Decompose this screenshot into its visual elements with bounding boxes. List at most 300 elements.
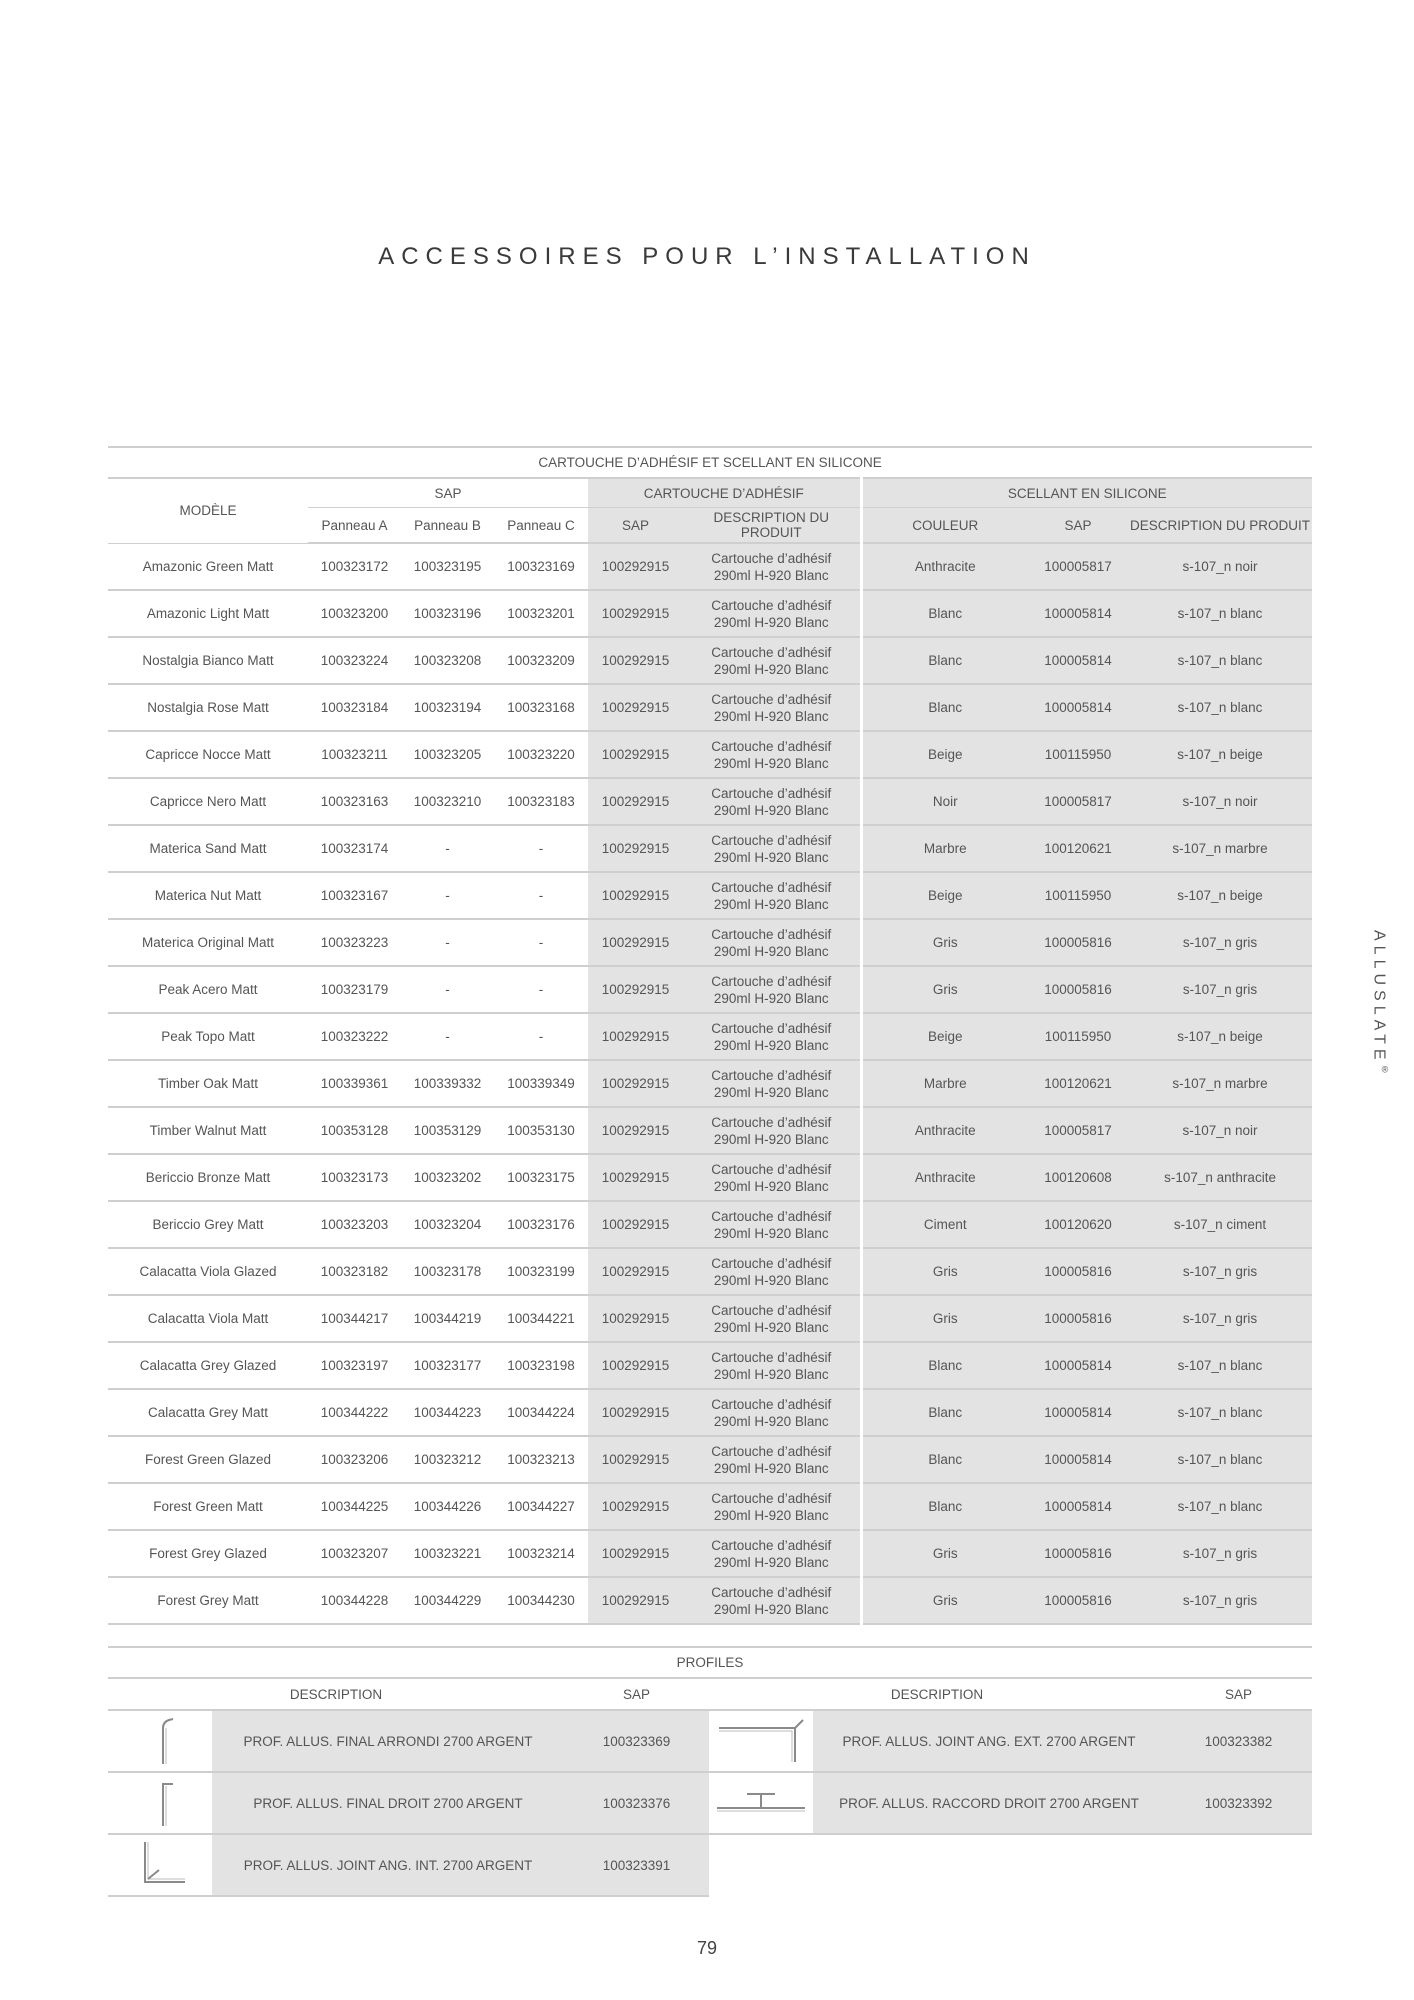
- panel-a-sap-cell: 100323182: [308, 1248, 401, 1295]
- profile-description-cell: PROF. ALLUS. JOINT ANG. EXT. 2700 ARGENT: [813, 1710, 1165, 1772]
- cartridge-description-line-1: Cartouche d’adhésif: [711, 1396, 832, 1412]
- cartridge-sap-cell: 100292915: [588, 966, 683, 1013]
- sealant-color-cell: Marbre: [861, 825, 1028, 872]
- joint-ang-ext-profile-icon: [709, 1714, 813, 1769]
- sealant-description-cell: s-107_n beige: [1128, 872, 1312, 919]
- profile-row: [108, 1710, 1312, 1772]
- table-row: [108, 543, 1312, 590]
- cartridge-description-line-2: 290ml H-920 Blanc: [713, 849, 829, 865]
- cartridge-description-line-2: 290ml H-920 Blanc: [713, 1413, 829, 1429]
- panel-b-sap-cell: 100323204: [401, 1201, 494, 1248]
- panel-a-sap-cell: 100323211: [308, 731, 401, 778]
- table-row: [108, 590, 1312, 637]
- panel-b-sap-cell: 100353129: [401, 1107, 494, 1154]
- panel-a-sap-cell: 100323203: [308, 1201, 401, 1248]
- cartridge-description-line-1: Cartouche d’adhésif: [711, 1067, 832, 1083]
- sealant-description-cell: s-107_n gris: [1128, 1248, 1312, 1295]
- sealant-sap-cell: 100005814: [1028, 1342, 1128, 1389]
- sealant-description-cell: s-107_n blanc: [1128, 1389, 1312, 1436]
- sealant-description-cell: s-107_n gris: [1128, 966, 1312, 1013]
- sealant-description-cell: s-107_n blanc: [1128, 1483, 1312, 1530]
- profile-icon-cell: [108, 1834, 212, 1896]
- cartridge-description-line-2: 290ml H-920 Blanc: [713, 614, 829, 630]
- header-cartridge-group: CARTOUCHE D’ADHÉSIF: [588, 478, 861, 508]
- cartridge-sap-cell: 100292915: [588, 731, 683, 778]
- profiles-header-description-left: DESCRIPTION: [108, 1678, 564, 1710]
- header-cartridge-description: DESCRIPTION DU PRODUIT: [683, 508, 861, 544]
- panel-a-sap-cell: 100323173: [308, 1154, 401, 1201]
- table-row: [108, 731, 1312, 778]
- profile-sap-cell: 100323369: [564, 1710, 709, 1772]
- panel-b-sap-cell: 100344226: [401, 1483, 494, 1530]
- cartridge-description-cell: [683, 1060, 861, 1107]
- cartridge-description-cell: [683, 1436, 861, 1483]
- sealant-sap-cell: 100005817: [1028, 778, 1128, 825]
- table-row: [108, 1483, 1312, 1530]
- panel-c-sap-cell: -: [494, 872, 588, 919]
- cartridge-description-cell: [683, 1389, 861, 1436]
- model-cell: Amazonic Light Matt: [108, 590, 308, 637]
- panel-a-sap-cell: 100323179: [308, 966, 401, 1013]
- model-cell: Calacatta Grey Glazed: [108, 1342, 308, 1389]
- model-cell: Forest Green Matt: [108, 1483, 308, 1530]
- header-sealant-description: DESCRIPTION DU PRODUIT: [1128, 508, 1312, 544]
- model-cell: Forest Grey Matt: [108, 1577, 308, 1624]
- header-panel-b: Panneau B: [401, 508, 494, 544]
- sealant-sap-cell: 100005816: [1028, 1530, 1128, 1577]
- cartridge-sap-cell: 100292915: [588, 1389, 683, 1436]
- model-cell: Peak Topo Matt: [108, 1013, 308, 1060]
- sealant-color-cell: Gris: [861, 1295, 1028, 1342]
- sealant-sap-cell: 100120621: [1028, 1060, 1128, 1107]
- panel-c-sap-cell: 100353130: [494, 1107, 588, 1154]
- panel-b-sap-cell: -: [401, 1013, 494, 1060]
- cartridge-sap-cell: 100292915: [588, 1342, 683, 1389]
- profile-sap-cell: 100323382: [1165, 1710, 1312, 1772]
- panel-a-sap-cell: 100323197: [308, 1342, 401, 1389]
- sealant-color-cell: Anthracite: [861, 1154, 1028, 1201]
- sealant-color-cell: Anthracite: [861, 543, 1028, 590]
- cartridge-description-cell: [683, 919, 861, 966]
- panel-b-sap-cell: 100323208: [401, 637, 494, 684]
- panel-a-sap-cell: 100339361: [308, 1060, 401, 1107]
- header-sealant-sap: SAP: [1028, 508, 1128, 544]
- sealant-description-cell: s-107_n noir: [1128, 1107, 1312, 1154]
- cartridge-sap-cell: 100292915: [588, 1013, 683, 1060]
- cartridge-description-line-2: 290ml H-920 Blanc: [713, 802, 829, 818]
- cartridge-description-line-2: 290ml H-920 Blanc: [713, 1460, 829, 1476]
- sealant-description-cell: s-107_n blanc: [1128, 1436, 1312, 1483]
- cartridge-description-line-1: Cartouche d’adhésif: [711, 644, 832, 660]
- panel-c-sap-cell: -: [494, 825, 588, 872]
- profiles-header-sap-right: SAP: [1165, 1678, 1312, 1710]
- cartridge-description-line-2: 290ml H-920 Blanc: [713, 1131, 829, 1147]
- final-droit-profile-icon: [108, 1776, 212, 1831]
- panel-a-sap-cell: 100323163: [308, 778, 401, 825]
- panel-b-sap-cell: 100323202: [401, 1154, 494, 1201]
- sealant-color-cell: Blanc: [861, 1483, 1028, 1530]
- cartridge-sap-cell: 100292915: [588, 1201, 683, 1248]
- sealant-sap-cell: 100005814: [1028, 1436, 1128, 1483]
- panel-b-sap-cell: 100323195: [401, 543, 494, 590]
- table-row: [108, 1436, 1312, 1483]
- panel-b-sap-cell: 100323210: [401, 778, 494, 825]
- cartridge-description-line-1: Cartouche d’adhésif: [711, 597, 832, 613]
- sealant-sap-cell: 100005814: [1028, 637, 1128, 684]
- cartridge-description-cell: [683, 1577, 861, 1624]
- cartridge-description-line-1: Cartouche d’adhésif: [711, 1443, 832, 1459]
- cartridge-description-cell: [683, 590, 861, 637]
- table-row: [108, 684, 1312, 731]
- panel-a-sap-cell: 100344222: [308, 1389, 401, 1436]
- sealant-color-cell: Gris: [861, 1530, 1028, 1577]
- table-row: [108, 1389, 1312, 1436]
- profile-row: [108, 1772, 1312, 1834]
- cartridge-description-line-1: Cartouche d’adhésif: [711, 1537, 832, 1553]
- model-cell: Materica Nut Matt: [108, 872, 308, 919]
- table-row: [108, 1342, 1312, 1389]
- sealant-color-cell: Ciment: [861, 1201, 1028, 1248]
- panel-c-sap-cell: 100323168: [494, 684, 588, 731]
- table-row: [108, 1107, 1312, 1154]
- cartridge-description-cell: [683, 1154, 861, 1201]
- joint-ang-int-profile-icon: [108, 1838, 212, 1893]
- sealant-color-cell: Marbre: [861, 1060, 1028, 1107]
- sealant-color-cell: Beige: [861, 1013, 1028, 1060]
- panel-c-sap-cell: -: [494, 1013, 588, 1060]
- panel-b-sap-cell: 100323177: [401, 1342, 494, 1389]
- panel-c-sap-cell: 100323199: [494, 1248, 588, 1295]
- header-panel-c: Panneau C: [494, 508, 588, 544]
- sealant-description-cell: s-107_n anthracite: [1128, 1154, 1312, 1201]
- cartridge-description-line-1: Cartouche d’adhésif: [711, 785, 832, 801]
- cartridge-description-line-2: 290ml H-920 Blanc: [713, 708, 829, 724]
- cartridge-description-line-2: 290ml H-920 Blanc: [713, 1084, 829, 1100]
- cartridge-description-line-1: Cartouche d’adhésif: [711, 1302, 832, 1318]
- cartridge-description-line-1: Cartouche d’adhésif: [711, 1161, 832, 1177]
- panel-b-sap-cell: 100344229: [401, 1577, 494, 1624]
- panel-b-sap-cell: 100344223: [401, 1389, 494, 1436]
- panel-c-sap-cell: 100323213: [494, 1436, 588, 1483]
- panel-c-sap-cell: 100323198: [494, 1342, 588, 1389]
- model-cell: Nostalgia Rose Matt: [108, 684, 308, 731]
- table-row: [108, 825, 1312, 872]
- header-model: MODÈLE: [108, 478, 308, 543]
- panel-c-sap-cell: -: [494, 919, 588, 966]
- cartridge-sap-cell: 100292915: [588, 637, 683, 684]
- sealant-color-cell: Blanc: [861, 590, 1028, 637]
- panel-c-sap-cell: 100323176: [494, 1201, 588, 1248]
- table-row: [108, 1013, 1312, 1060]
- profile-description-cell: PROF. ALLUS. RACCORD DROIT 2700 ARGENT: [813, 1772, 1165, 1834]
- sealant-sap-cell: 100005814: [1028, 590, 1128, 637]
- raccord-droit-profile-icon: [709, 1776, 813, 1831]
- cartridge-description-line-2: 290ml H-920 Blanc: [713, 896, 829, 912]
- cartridge-description-cell: [683, 1530, 861, 1577]
- cartridge-description-cell: [683, 1483, 861, 1530]
- sealant-description-cell: s-107_n noir: [1128, 543, 1312, 590]
- cartridge-sap-cell: 100292915: [588, 872, 683, 919]
- panel-a-sap-cell: 100323184: [308, 684, 401, 731]
- cartridge-description-line-1: Cartouche d’adhésif: [711, 1584, 832, 1600]
- sealant-sap-cell: 100120620: [1028, 1201, 1128, 1248]
- header-cartridge-sap: SAP: [588, 508, 683, 544]
- cartridge-description-line-1: Cartouche d’adhésif: [711, 1490, 832, 1506]
- panel-a-sap-cell: 100323172: [308, 543, 401, 590]
- cartridge-sap-cell: 100292915: [588, 778, 683, 825]
- empty-cell: [709, 1834, 813, 1896]
- model-cell: Bericcio Grey Matt: [108, 1201, 308, 1248]
- brand-vertical-label: [1350, 930, 1390, 1075]
- sealant-description-cell: s-107_n gris: [1128, 1295, 1312, 1342]
- table-row: [108, 919, 1312, 966]
- sealant-color-cell: Blanc: [861, 1436, 1028, 1483]
- sealant-description-cell: s-107_n blanc: [1128, 637, 1312, 684]
- profile-sap-cell: 100323376: [564, 1772, 709, 1834]
- cartridge-description-line-1: Cartouche d’adhésif: [711, 691, 832, 707]
- panel-c-sap-cell: 100344230: [494, 1577, 588, 1624]
- page-number: 79: [696, 1938, 718, 1958]
- panel-b-sap-cell: 100323178: [401, 1248, 494, 1295]
- table-row: [108, 1060, 1312, 1107]
- table-row: [108, 1248, 1312, 1295]
- sealant-color-cell: Gris: [861, 966, 1028, 1013]
- sealant-sap-cell: 100115950: [1028, 872, 1128, 919]
- panel-b-sap-cell: 100323221: [401, 1530, 494, 1577]
- table-row: [108, 1295, 1312, 1342]
- panel-a-sap-cell: 100323207: [308, 1530, 401, 1577]
- page-title: ACCESSOIRES POUR L’INSTALLATION: [378, 243, 1036, 270]
- cartridge-description-line-1: Cartouche d’adhésif: [711, 1208, 832, 1224]
- panel-b-sap-cell: 100323212: [401, 1436, 494, 1483]
- sealant-sap-cell: 100005814: [1028, 1483, 1128, 1530]
- sealant-description-cell: s-107_n blanc: [1128, 1342, 1312, 1389]
- sealant-sap-cell: 100005816: [1028, 1577, 1128, 1624]
- cartridge-description-cell: [683, 1295, 861, 1342]
- cartridge-sap-cell: 100292915: [588, 590, 683, 637]
- cartridge-description-line-1: Cartouche d’adhésif: [711, 1349, 832, 1365]
- cartridge-description-line-1: Cartouche d’adhésif: [711, 832, 832, 848]
- table-row: [108, 778, 1312, 825]
- table-row: [108, 637, 1312, 684]
- cartridge-description-line-2: 290ml H-920 Blanc: [713, 755, 829, 771]
- cartridge-description-line-1: Cartouche d’adhésif: [711, 926, 832, 942]
- panel-a-sap-cell: 100323224: [308, 637, 401, 684]
- panel-c-sap-cell: 100323220: [494, 731, 588, 778]
- table-row: [108, 872, 1312, 919]
- sealant-description-cell: s-107_n beige: [1128, 1013, 1312, 1060]
- sealant-description-cell: s-107_n noir: [1128, 778, 1312, 825]
- profile-sap-cell: 100323391: [564, 1834, 709, 1896]
- cartridge-sap-cell: 100292915: [588, 919, 683, 966]
- profile-icon-cell: [709, 1772, 813, 1834]
- table-row: [108, 1154, 1312, 1201]
- panel-a-sap-cell: 100323174: [308, 825, 401, 872]
- cartridge-description-line-1: Cartouche d’adhésif: [711, 879, 832, 895]
- panel-c-sap-cell: 100323201: [494, 590, 588, 637]
- cartridge-description-cell: [683, 1342, 861, 1389]
- cartridge-sap-cell: 100292915: [588, 1060, 683, 1107]
- model-cell: Calacatta Viola Matt: [108, 1295, 308, 1342]
- cartridge-sap-cell: 100292915: [588, 1248, 683, 1295]
- profiles-header-sap-left: SAP: [564, 1678, 709, 1710]
- panel-b-sap-cell: -: [401, 872, 494, 919]
- header-sealant-color: COULEUR: [861, 508, 1028, 544]
- model-cell: Peak Acero Matt: [108, 966, 308, 1013]
- empty-cell: [1165, 1834, 1312, 1896]
- panel-a-sap-cell: 100323206: [308, 1436, 401, 1483]
- cartridge-description-cell: [683, 1013, 861, 1060]
- panel-a-sap-cell: 100344225: [308, 1483, 401, 1530]
- cartridge-description-cell: [683, 778, 861, 825]
- profiles-header-description-right: DESCRIPTION: [709, 1678, 1165, 1710]
- cartridge-description-line-2: 290ml H-920 Blanc: [713, 1272, 829, 1288]
- brand-name: ALLUSLATE: [1370, 930, 1388, 1065]
- cartridge-description-line-2: 290ml H-920 Blanc: [713, 1178, 829, 1194]
- cartridge-sap-cell: 100292915: [588, 1577, 683, 1624]
- final-arrondi-profile-icon: [108, 1714, 212, 1769]
- panel-a-sap-cell: 100344228: [308, 1577, 401, 1624]
- model-cell: Calacatta Viola Glazed: [108, 1248, 308, 1295]
- cartridge-description-line-2: 290ml H-920 Blanc: [713, 1319, 829, 1335]
- panel-a-sap-cell: 100344217: [308, 1295, 401, 1342]
- panel-b-sap-cell: 100339332: [401, 1060, 494, 1107]
- cartridge-description-line-2: 290ml H-920 Blanc: [713, 1507, 829, 1523]
- table-row: [108, 966, 1312, 1013]
- profiles-table-body: [108, 1710, 1312, 1896]
- panel-a-sap-cell: 100323167: [308, 872, 401, 919]
- cartridge-sap-cell: 100292915: [588, 543, 683, 590]
- sealant-color-cell: Beige: [861, 731, 1028, 778]
- panel-a-sap-cell: 100323223: [308, 919, 401, 966]
- sealant-color-cell: Gris: [861, 1248, 1028, 1295]
- panel-b-sap-cell: -: [401, 825, 494, 872]
- header-sealant-group: SCELLANT EN SILICONE: [861, 478, 1312, 508]
- main-table-body: [108, 543, 1312, 1624]
- panel-c-sap-cell: 100323209: [494, 637, 588, 684]
- cartridge-description-line-2: 290ml H-920 Blanc: [713, 661, 829, 677]
- cartridge-description-cell: [683, 684, 861, 731]
- sealant-color-cell: Beige: [861, 872, 1028, 919]
- sealant-sap-cell: 100005816: [1028, 966, 1128, 1013]
- cartridge-description-line-1: Cartouche d’adhésif: [711, 550, 832, 566]
- main-table-title: CARTOUCHE D’ADHÉSIF ET SCELLANT EN SILICONE: [108, 447, 1312, 478]
- sealant-color-cell: Blanc: [861, 684, 1028, 731]
- empty-cell: [813, 1834, 1165, 1896]
- panel-b-sap-cell: -: [401, 966, 494, 1013]
- cartridge-description-cell: [683, 543, 861, 590]
- cartridge-description-cell: [683, 1248, 861, 1295]
- table-row: [108, 1530, 1312, 1577]
- cartridge-sap-cell: 100292915: [588, 684, 683, 731]
- sealant-color-cell: Anthracite: [861, 1107, 1028, 1154]
- panel-a-sap-cell: 100353128: [308, 1107, 401, 1154]
- table-row: [108, 1201, 1312, 1248]
- cartridge-sap-cell: 100292915: [588, 1483, 683, 1530]
- cartridge-description-line-1: Cartouche d’adhésif: [711, 738, 832, 754]
- sealant-sap-cell: 100005817: [1028, 543, 1128, 590]
- model-cell: Forest Grey Glazed: [108, 1530, 308, 1577]
- cartridge-sap-cell: 100292915: [588, 1530, 683, 1577]
- cartridge-description-line-2: 290ml H-920 Blanc: [713, 567, 829, 583]
- header-sap-group: SAP: [308, 478, 588, 508]
- sealant-description-cell: s-107_n marbre: [1128, 825, 1312, 872]
- sealant-sap-cell: 100005816: [1028, 919, 1128, 966]
- cartridge-description-line-2: 290ml H-920 Blanc: [713, 990, 829, 1006]
- model-cell: Capricce Nocce Matt: [108, 731, 308, 778]
- profile-description-cell: PROF. ALLUS. FINAL ARRONDI 2700 ARGENT: [212, 1710, 564, 1772]
- model-cell: Bericcio Bronze Matt: [108, 1154, 308, 1201]
- header-panel-a: Panneau A: [308, 508, 401, 544]
- sealant-description-cell: s-107_n blanc: [1128, 590, 1312, 637]
- cartridge-description-cell: [683, 1201, 861, 1248]
- panel-b-sap-cell: 100344219: [401, 1295, 494, 1342]
- model-cell: Timber Walnut Matt: [108, 1107, 308, 1154]
- profiles-table-title: PROFILES: [108, 1647, 1312, 1678]
- sealant-color-cell: Gris: [861, 1577, 1028, 1624]
- sealant-color-cell: Blanc: [861, 1389, 1028, 1436]
- panel-b-sap-cell: 100323194: [401, 684, 494, 731]
- cartridge-description-line-2: 290ml H-920 Blanc: [713, 1601, 829, 1617]
- sealant-description-cell: s-107_n beige: [1128, 731, 1312, 778]
- cartridge-sap-cell: 100292915: [588, 1154, 683, 1201]
- panel-c-sap-cell: 100323175: [494, 1154, 588, 1201]
- model-cell: Materica Sand Matt: [108, 825, 308, 872]
- cartridge-description-line-1: Cartouche d’adhésif: [711, 1255, 832, 1271]
- sealant-color-cell: Blanc: [861, 637, 1028, 684]
- cartridge-sap-cell: 100292915: [588, 1436, 683, 1483]
- profile-icon-cell: [709, 1710, 813, 1772]
- sealant-sap-cell: 100120608: [1028, 1154, 1128, 1201]
- profile-icon-cell: [108, 1772, 212, 1834]
- panel-c-sap-cell: 100339349: [494, 1060, 588, 1107]
- cartridge-description-cell: [683, 1107, 861, 1154]
- sealant-description-cell: s-107_n blanc: [1128, 684, 1312, 731]
- profile-row: [108, 1834, 1312, 1896]
- model-cell: Nostalgia Bianco Matt: [108, 637, 308, 684]
- model-cell: Timber Oak Matt: [108, 1060, 308, 1107]
- sealant-description-cell: s-107_n ciment: [1128, 1201, 1312, 1248]
- model-cell: Calacatta Grey Matt: [108, 1389, 308, 1436]
- cartridge-description-line-2: 290ml H-920 Blanc: [713, 1037, 829, 1053]
- model-cell: Capricce Nero Matt: [108, 778, 308, 825]
- panel-b-sap-cell: 100323196: [401, 590, 494, 637]
- panel-a-sap-cell: 100323222: [308, 1013, 401, 1060]
- sealant-color-cell: Blanc: [861, 1342, 1028, 1389]
- cartridge-sap-cell: 100292915: [588, 1295, 683, 1342]
- profile-icon-cell: [108, 1710, 212, 1772]
- panel-c-sap-cell: 100323169: [494, 543, 588, 590]
- profile-description-cell: PROF. ALLUS. JOINT ANG. INT. 2700 ARGENT: [212, 1834, 564, 1896]
- cartridge-description-line-2: 290ml H-920 Blanc: [713, 1366, 829, 1382]
- panel-c-sap-cell: 100344224: [494, 1389, 588, 1436]
- panel-c-sap-cell: 100323214: [494, 1530, 588, 1577]
- cartridge-description-line-1: Cartouche d’adhésif: [711, 1114, 832, 1130]
- panel-b-sap-cell: -: [401, 919, 494, 966]
- sealant-sap-cell: 100115950: [1028, 1013, 1128, 1060]
- sealant-description-cell: s-107_n gris: [1128, 1530, 1312, 1577]
- sealant-sap-cell: 100115950: [1028, 731, 1128, 778]
- cartridge-description-cell: [683, 872, 861, 919]
- sealant-description-cell: s-107_n gris: [1128, 1577, 1312, 1624]
- panel-c-sap-cell: 100344221: [494, 1295, 588, 1342]
- model-cell: Forest Green Glazed: [108, 1436, 308, 1483]
- profile-description-cell: PROF. ALLUS. FINAL DROIT 2700 ARGENT: [212, 1772, 564, 1834]
- panel-c-sap-cell: 100323183: [494, 778, 588, 825]
- cartridge-sap-cell: 100292915: [588, 825, 683, 872]
- panel-c-sap-cell: -: [494, 966, 588, 1013]
- sealant-sap-cell: 100005817: [1028, 1107, 1128, 1154]
